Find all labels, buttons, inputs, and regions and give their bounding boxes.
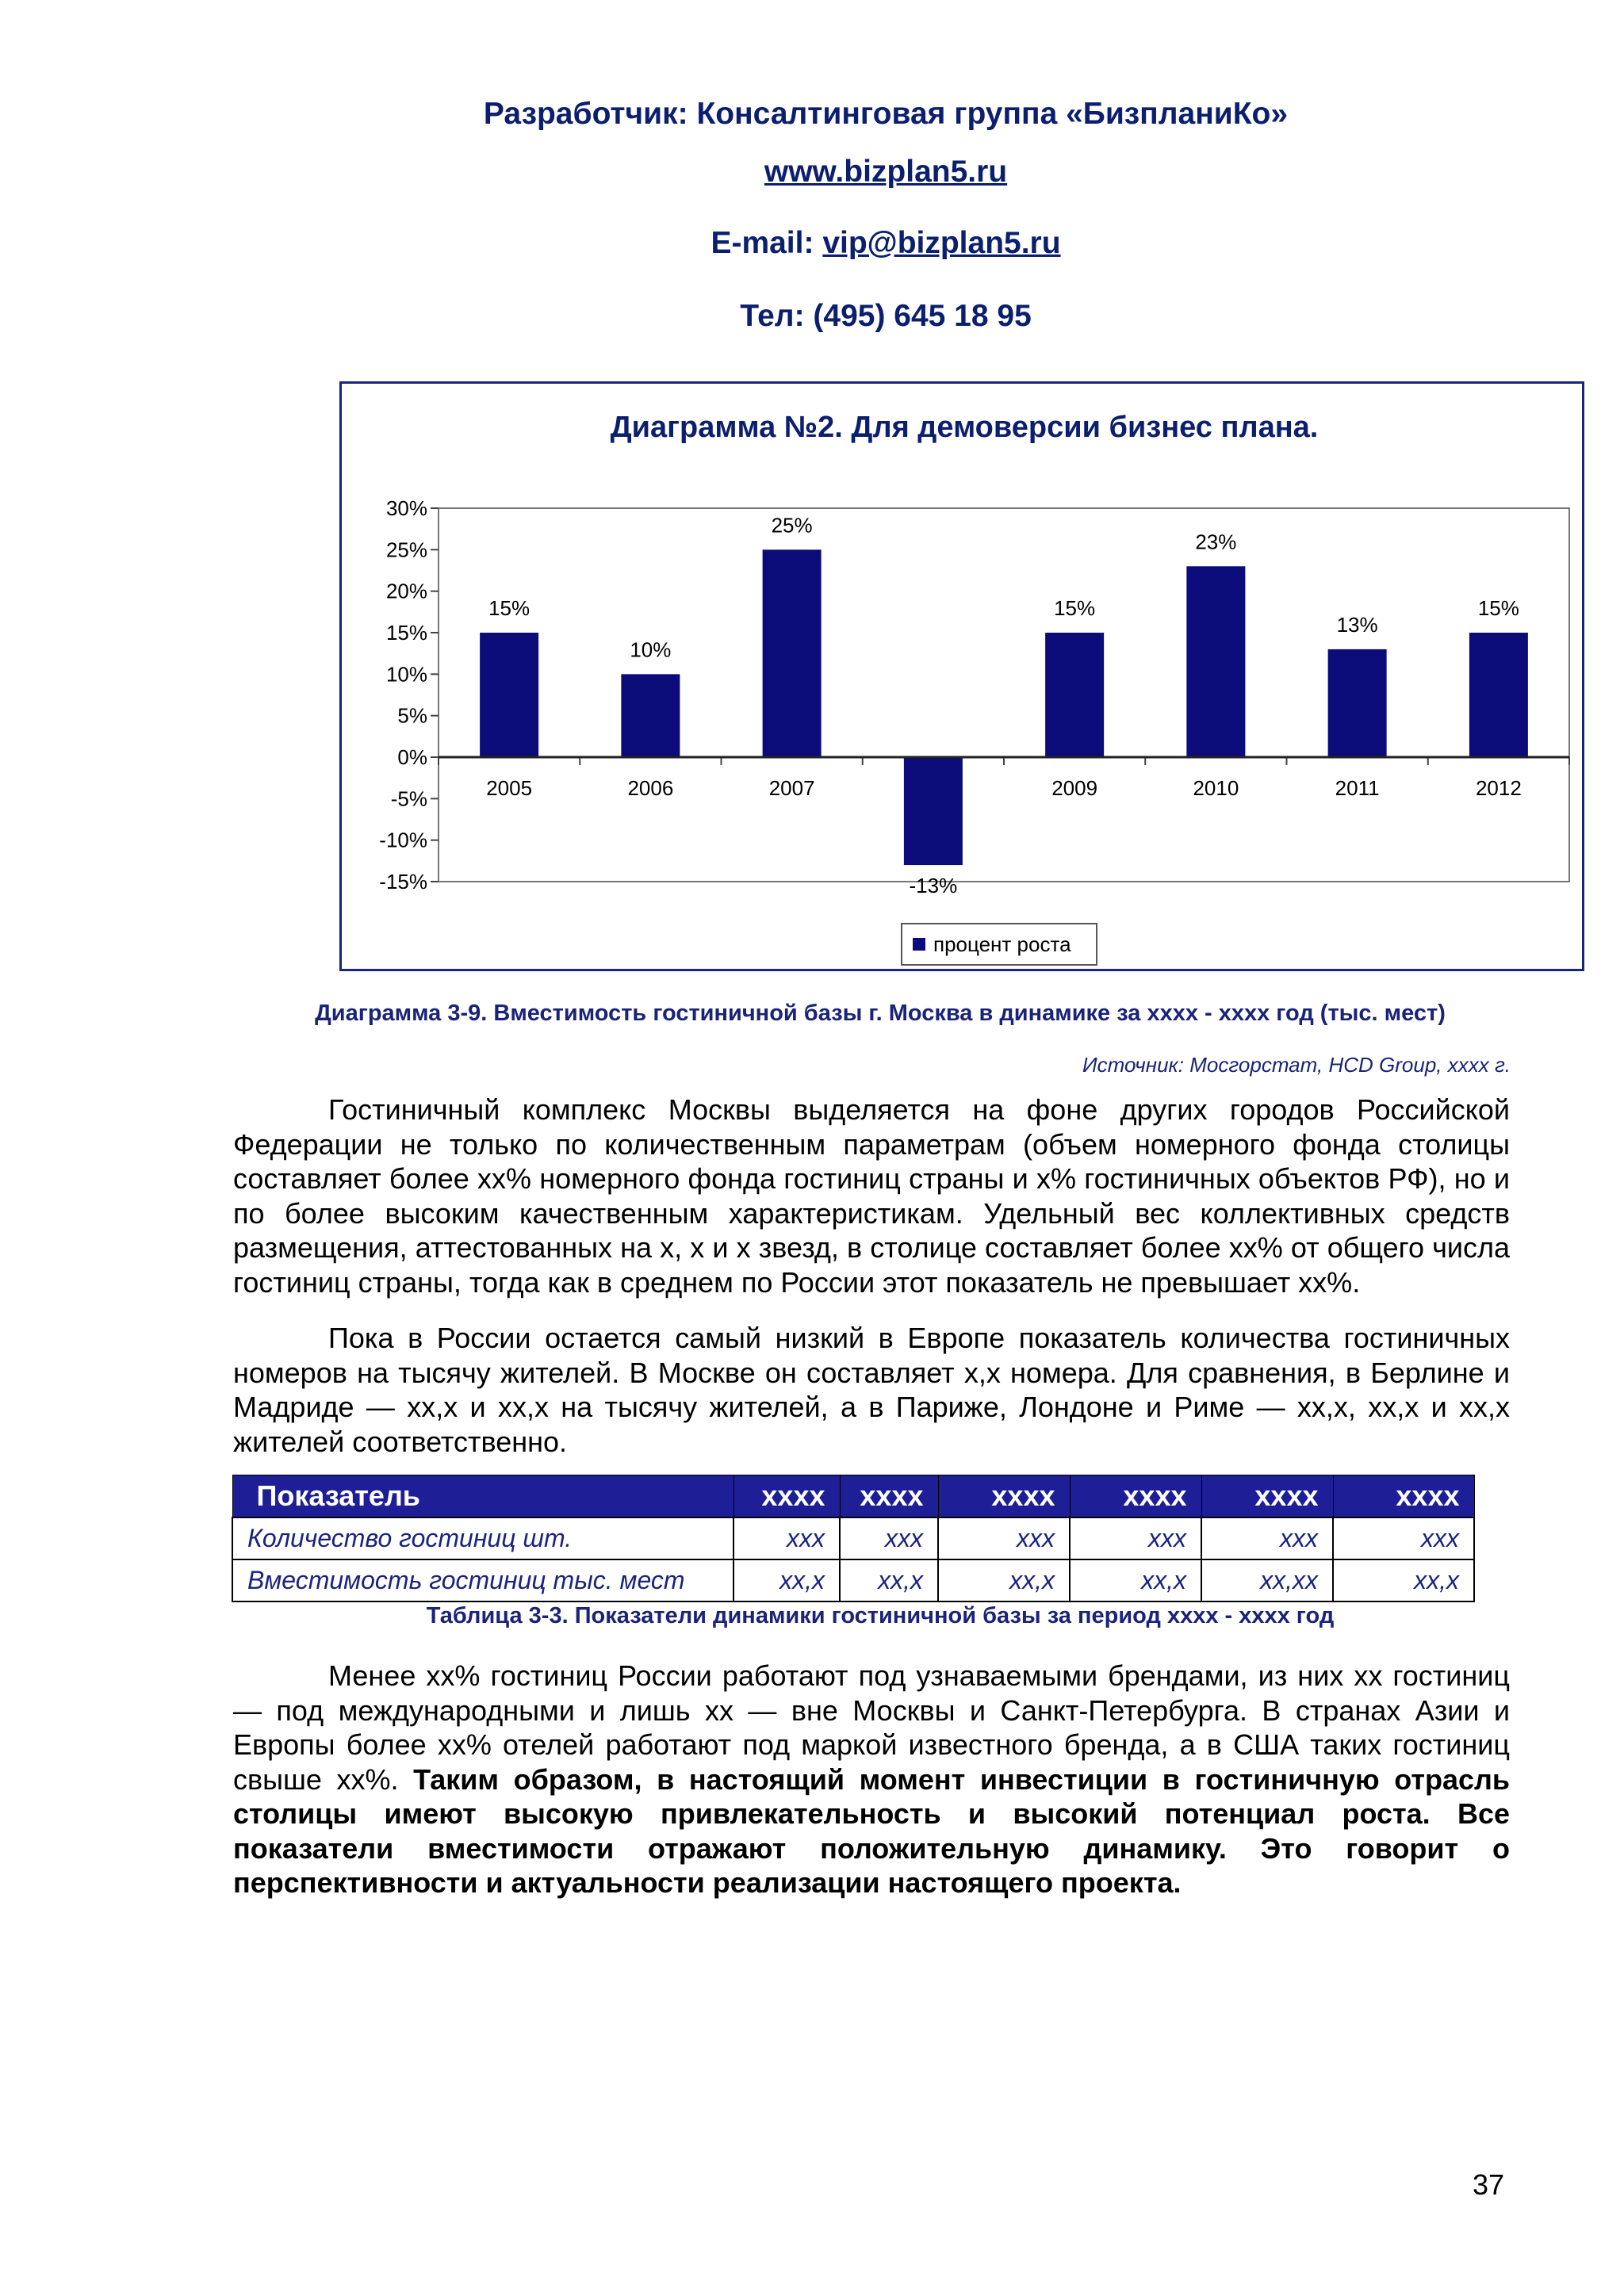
legend-swatch [913, 938, 925, 951]
paragraph-3-regular: Менее хх% гостиниц России работают под узнаваемыми брендами, из них хх гостиниц — под международными и лишь хх — вне Москвы и Санкт-Петербурга. В странах Азии и Европы более хх% отелей работают под маркой известного бренда, а в США таких гостиниц свыше хх%. [233, 1659, 1510, 1796]
table-header-row [232, 1475, 1474, 1518]
email-link[interactable]: vip@bizplan5.ru [822, 226, 1061, 260]
x-tick-label: 2007 [768, 776, 815, 800]
table-header-year: хххх [1333, 1475, 1474, 1518]
email-line [0, 226, 1624, 261]
bar [1045, 633, 1104, 757]
table-row-label: Вместимость гостиниц тыс. мест [232, 1559, 733, 1601]
y-tick-label: -10% [379, 828, 427, 852]
y-tick-label: 5% [397, 703, 427, 728]
table-header-year: хххх [733, 1475, 840, 1518]
table-caption: Таблица 3-3. Показатели динамики гостиничной базы за период хххх - хххх год [426, 1603, 1335, 1628]
table-header-year: хххх [1070, 1475, 1201, 1518]
y-tick-label: 15% [385, 621, 427, 645]
data-label: 15% [488, 596, 530, 620]
bar [1469, 633, 1528, 757]
table-cell: ххх [1070, 1517, 1201, 1559]
bar [763, 549, 822, 757]
table-header-year: хххх [840, 1475, 938, 1518]
email-label: E-mail: [710, 226, 823, 260]
paragraph-1 [233, 1093, 1510, 1299]
table-row [232, 1517, 1474, 1559]
developer-line: Разработчик: Консалтинговая группа «БизпланиКо» [483, 97, 1289, 131]
table-cell: ххх [840, 1517, 938, 1559]
paragraph-3 [233, 1659, 1510, 1900]
plot-area [439, 508, 1569, 882]
x-tick-label: 2006 [627, 776, 674, 800]
data-label: 15% [1477, 596, 1519, 620]
y-tick-label: -15% [379, 870, 427, 894]
bar [621, 674, 680, 757]
bar [1186, 566, 1245, 757]
paragraph-2-text: Пока в России остается самый низкий в Европе показатель количества гостиничных номеров на тысячу жителей. В Москве он составляет х,х номера. Для сравнения, в Берлине и Мадриде — хх,х и хх,х на тысячу жителей, а в Париже, Лондоне и Риме — хх,х, хх,х и хх,х жителей соответственно. [233, 1322, 1510, 1458]
table-header-year: хххх [1201, 1475, 1333, 1518]
data-label: 10% [630, 637, 672, 662]
table-header-year: хххх [938, 1475, 1070, 1518]
paragraph-2 [233, 1321, 1510, 1459]
data-label: 15% [1054, 596, 1096, 620]
data-label: 25% [771, 513, 813, 538]
bar-chart [342, 384, 1587, 974]
y-tick-label: 25% [385, 538, 427, 562]
table-row-label: Количество гостиниц шт. [232, 1517, 733, 1559]
x-tick-label: 2009 [1051, 776, 1098, 800]
data-label: 23% [1195, 530, 1237, 554]
table-cell: хх,х [938, 1559, 1070, 1601]
chart-source: Источник: Мосгорстат, HCD Group, хххх г. [1082, 1053, 1511, 1077]
table-cell: хх,х [733, 1559, 840, 1601]
table-cell: хх,хх [1201, 1559, 1333, 1601]
table-cell: хх,х [1333, 1559, 1474, 1601]
bar [1328, 649, 1387, 757]
table-cell: ххх [1333, 1517, 1474, 1559]
chart-caption: Диаграмма 3-9. Вместимость гостиничной базы г. Москва в динамике за хххх - хххх год (тыс. мест) [315, 1001, 1446, 1026]
table-cell: хх,х [1070, 1559, 1201, 1601]
chart-title: Диаграмма №2. Для демоверсии бизнес плана. [610, 411, 1319, 444]
x-tick-label: 2005 [486, 776, 533, 800]
data-label: 13% [1336, 612, 1378, 637]
x-tick-label: 2010 [1193, 776, 1239, 800]
phone-line: Тел: (495) 645 18 95 [740, 299, 1032, 333]
legend-label: процент роста [933, 932, 1071, 956]
table-header-label: Показатель [232, 1475, 733, 1518]
y-tick-label: 20% [385, 579, 427, 603]
bar [904, 757, 963, 865]
website-line [0, 155, 1624, 189]
table-row [232, 1559, 1474, 1601]
table-cell: ххх [1201, 1517, 1333, 1559]
x-tick-label: 2011 [1335, 776, 1380, 800]
bar [480, 633, 538, 757]
paragraph-1-text: Гостиничный комплекс Москвы выделяется на фоне других городов Российской Федерации не только по количественным параметрам (объем номерного фонда столицы составляет более хх% номерного фонда гостиниц страны и х% гостиничных объектов РФ), но и по более высоким качественным характеристикам. Удельный вес коллективных средств размещения, аттестованных на х, х и х звезд, в столице составляет более хх% от общего числа гостиниц страны, тогда как в среднем по России этот показатель не превышает хх%. [233, 1093, 1510, 1299]
y-tick-label: 0% [397, 745, 427, 769]
website-link[interactable]: www.bizplan5.ru [764, 155, 1008, 189]
stats-table [232, 1475, 1475, 1602]
table-cell: хх,х [840, 1559, 938, 1601]
x-tick-label: 2012 [1475, 776, 1522, 800]
table-cell: ххх [733, 1517, 840, 1559]
paragraph-3-bold: Таким образом, в настоящий момент инвестиции в гостиничную отрасль столицы имеют высокую привлекательность и высокий потенциал роста. Все показатели вместимости отражают положительную динамику. Это говорит о перспективности и актуальности реализации настоящего проекта. [233, 1762, 1510, 1899]
chart-frame [339, 381, 1584, 971]
y-tick-label: -5% [390, 786, 427, 811]
y-tick-label: 30% [385, 496, 427, 520]
table-cell: ххх [938, 1517, 1070, 1559]
y-tick-label: 10% [385, 662, 427, 687]
data-label: -13% [909, 874, 958, 898]
page-number: 37 [1473, 2168, 1505, 2201]
